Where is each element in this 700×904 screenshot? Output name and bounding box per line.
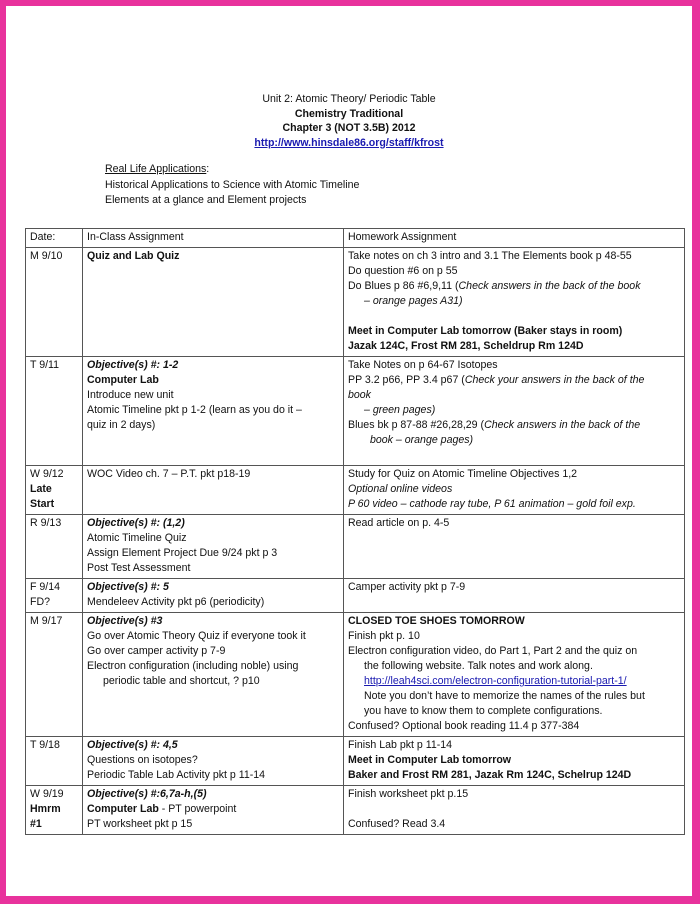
homework-cell: Camper activity pkt p 7-9 (344, 579, 685, 613)
real-life-applications: Real Life Applications: Historical Applications to Science with Atomic Timeline Elements at a glance and Element projects (105, 162, 359, 209)
video-tutorial-link[interactable]: http://leah4sci.com/electron-configuration-tutorial-part-1/ (364, 675, 627, 687)
applications-heading: Real Life Applications (105, 163, 207, 175)
document-page (6, 6, 692, 896)
date-cell: W 9/19 Hmrm #1 (26, 786, 83, 835)
homework-cell: Take notes on ch 3 intro and 3.1 The Elements book p 48-55 Do question #6 on p 55 Do Blues p 86 #6,9,11 (Check answers in the back of the book – orange pages A31) Meet in Computer Lab tomorrow (Baker stays in room) Jazak 124C, Frost RM 281, Scheldrup Rm 124D (344, 248, 685, 357)
date-cell: W 9/12 Late Start (26, 466, 83, 515)
table-row (26, 613, 685, 737)
applications-line: Historical Applications to Science with Atomic Timeline (105, 178, 360, 191)
date-cell: F 9/14 FD? (26, 579, 83, 613)
table-row (26, 737, 685, 786)
date-cell: M 9/17 (26, 613, 83, 737)
in-class-cell: Objective(s) #: 1-2 Computer Lab Introduce new unit Atomic Timeline pkt p 1-2 (learn as you do it – quiz in 2 days) (83, 357, 344, 466)
applications-line: Elements at a glance and Element projects (105, 194, 307, 206)
in-class-cell: WOC Video ch. 7 – P.T. pkt p18-19 (83, 466, 344, 515)
table-row (26, 248, 685, 357)
date-cell: T 9/11 (26, 357, 83, 466)
in-class-cell: Objective(s) #3 Go over Atomic Theory Quiz if everyone took it Go over camper activity p 7-9 Electron configuration (including noble) using periodic table and shortcut, ? p10 (83, 613, 344, 737)
homework-cell: Finish worksheet pkt p.15 Confused? Read 3.4 (344, 786, 685, 835)
table-row (26, 515, 685, 579)
column-header: Date: (26, 229, 83, 248)
column-header: Homework Assignment (344, 229, 685, 248)
date-cell: R 9/13 (26, 515, 83, 579)
homework-cell: Study for Quiz on Atomic Timeline Objectives 1,2 Optional online videos P 60 video – cathode ray tube, P 61 animation – gold foil exp. (344, 466, 685, 515)
table-row (26, 579, 685, 613)
homework-cell: Read article on p. 4-5 (344, 515, 685, 579)
in-class-cell: Quiz and Lab Quiz (83, 248, 344, 357)
unit-title: Unit 2: Atomic Theory/ Periodic Table (262, 93, 436, 105)
date-cell: T 9/18 (26, 737, 83, 786)
staff-page-link[interactable]: http://www.hinsdale86.org/staff/kfrost (254, 136, 444, 149)
table-header-row (26, 229, 685, 248)
schedule-table (25, 228, 685, 835)
chapter-title: Chapter 3 (NOT 3.5B) 2012 (282, 122, 416, 134)
in-class-cell: Objective(s) #:6,7a-h,(5) Computer Lab - PT powerpoint PT worksheet pkt p 15 (83, 786, 344, 835)
table-row (26, 357, 685, 466)
table-row (26, 466, 685, 515)
document-header (6, 92, 692, 150)
in-class-cell: Objective(s) #: 5 Mendeleev Activity pkt p6 (periodicity) (83, 579, 344, 613)
homework-cell: CLOSED TOE SHOES TOMORROW Finish pkt p. 10 Electron configuration video, do Part 1, Part 2 and the quiz on the following website. Talk notes and work along. http://leah4sci.com/electron-configuration-tutorial-part-1/ Note you don’t have to memorize the names of the rules but you have to know them to complete configurations. Confused? Optional book reading 11.4 p 377-384 (344, 613, 685, 737)
homework-cell: Take Notes on p 64-67 Isotopes PP 3.2 p66, PP 3.4 p67 (Check your answers in the back of the book – green pages) Blues bk p 87-88 #26,28,29 (Check answers in the back of the book – orange pages) (344, 357, 685, 466)
date-cell: M 9/10 (26, 248, 83, 357)
column-header: In-Class Assignment (83, 229, 344, 248)
course-title: Chemistry Traditional (294, 107, 404, 120)
table-row (26, 786, 685, 835)
in-class-cell: Objective(s) #: 4,5 Questions on isotopes? Periodic Table Lab Activity pkt p 11-14 (83, 737, 344, 786)
in-class-cell: Objective(s) #: (1,2) Atomic Timeline Quiz Assign Element Project Due 9/24 pkt p 3 Post Test Assessment (83, 515, 344, 579)
homework-cell: Finish Lab pkt p 11-14 Meet in Computer Lab tomorrow Baker and Frost RM 281, Jazak Rm 124C, Schelrup 124D (344, 737, 685, 786)
